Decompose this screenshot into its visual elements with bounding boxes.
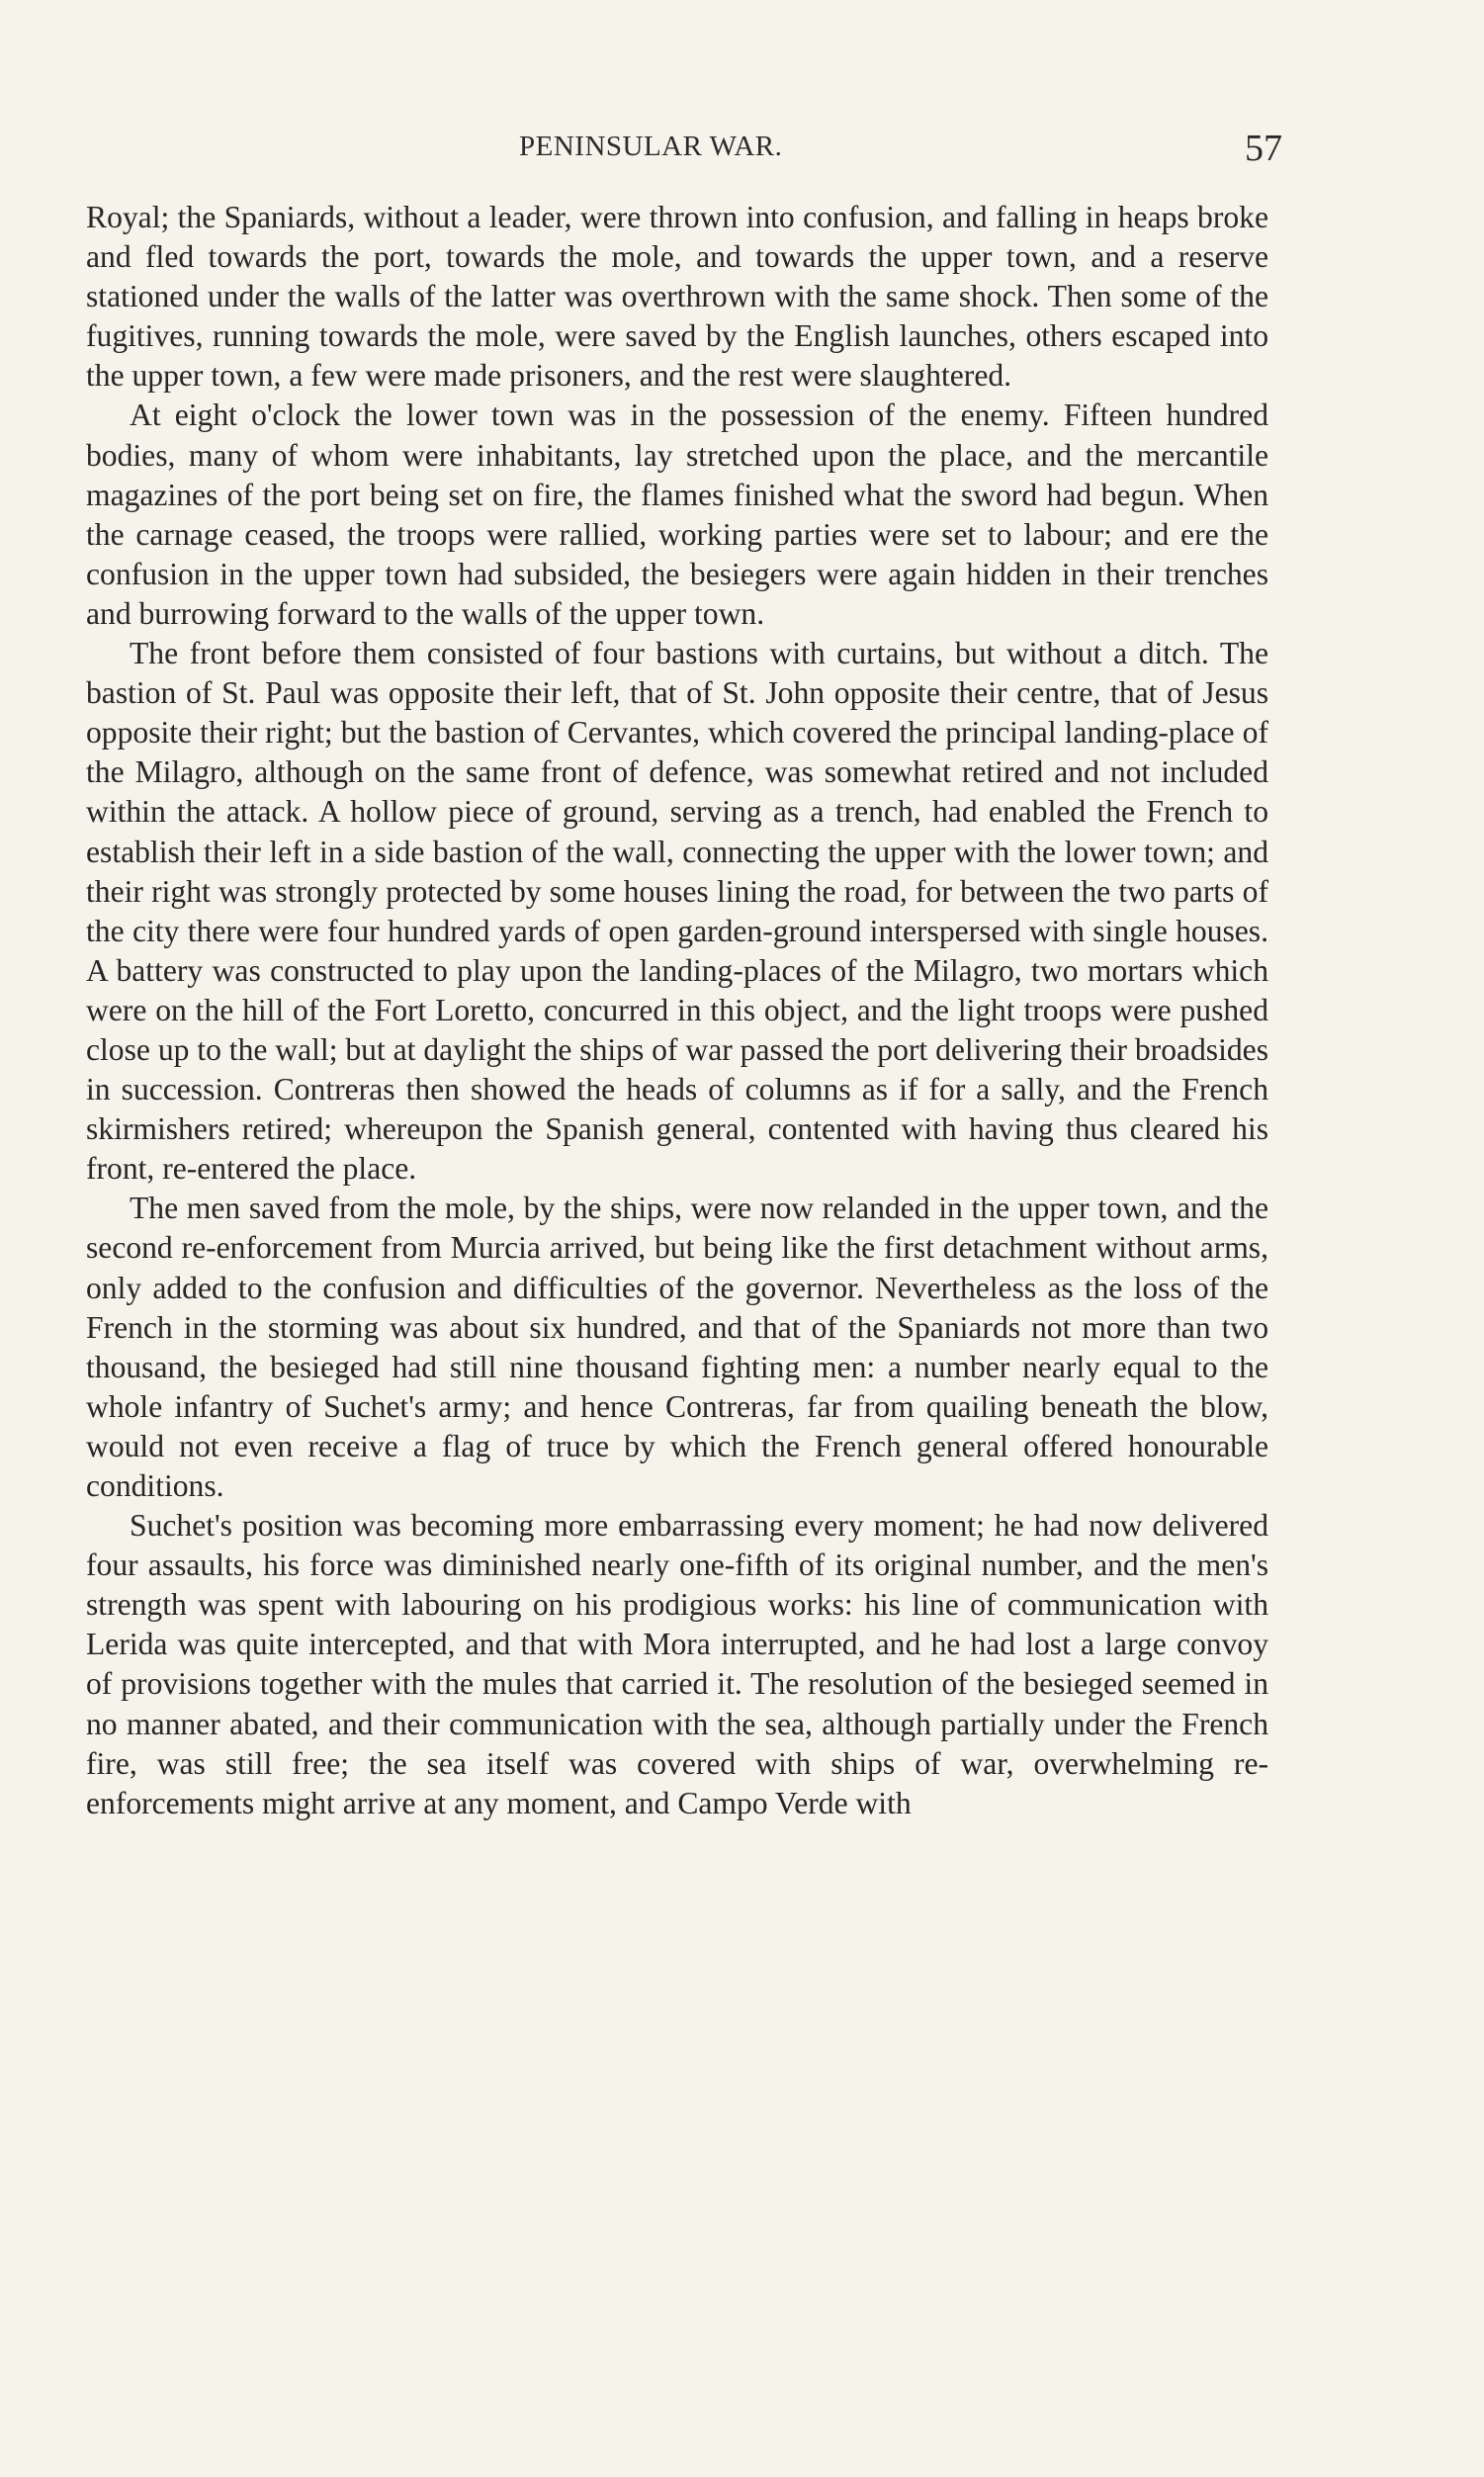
paragraph: Suchet's position was becoming more embarrassing every moment; he had now delivered four assaults, his force was diminished nearly one-fifth of its original number, and the men's strength was spent with labouring on his prodigious works: his line of communication with Lerida was quite intercepted, and that with Mora interrupted, and he had lost a large convoy of provisions together with the mules that carried it. The resolution of the besieged seemed in no manner abated, and their communication with the sea, although partially under the French fire, was still free; the sea itself was covered with ships of war, overwhelming re-enforcements might arrive at any moment, and Campo Verde with [86,1508,1268,1820]
paragraph: The men saved from the mole, by the ships, were now relanded in the upper town, and the second re-enforcement from Murcia arrived, but being like the first detachment without arms, only added to the confusion and difficulties of the governor. Nevertheless as the loss of the French in the storming was about six hundred, and that of the Spaniards not more than two thousand, the besieged had still nine thousand fighting men: a number nearly equal to the whole infantry of Suchet's army; and hence Contreras, far from quailing beneath the blow, would not even receive a flag of truce by which the French general offered honourable conditions. [86,1191,1268,1503]
page-number: 57 [1245,128,1282,169]
running-title: PENINSULAR WAR. [519,131,783,162]
paragraph: At eight o'clock the lower town was in the possession of the enemy. Fifteen hundred bodies, many of whom were inhabitants, lay stretched upon the place, and the mercantile magazines of the port being set on fire, the flames finished what the sword had begun. When the carnage ceased, the troops were rallied, working parties were set to labour; and ere the confusion in the upper town had subsided, the besiegers were again hidden in their trenches and burrowing forward to the walls of the upper town. [86,398,1268,631]
body-text [86,198,1268,1823]
paragraph: Royal; the Spaniards, without a leader, were thrown into confusion, and falling in heaps broke and fled towards the port, towards the mole, and towards the upper town, and a reserve stationed under the walls of the latter was overthrown with the same shock. Then some of the fugitives, running towards the mole, were saved by the English launches, others escaped into the upper town, a few were made prisoners, and the rest were slaughtered. [86,200,1268,394]
page-header [89,127,1282,176]
paragraph: The front before them consisted of four bastions with curtains, but without a ditch. The bastion of St. Paul was opposite their left, that of St. John opposite their centre, that of Jesus opposite their right; but the bastion of Cervantes, which covered the principal landing-place of the Milagro, although on the same front of defence, was somewhat retired and not included within the attack. A hollow piece of ground, serving as a trench, had enabled the French to establish their left in a side bastion of the wall, connecting the upper with the lower town; and their right was strongly protected by some houses lining the road, for between the two parts of the city there were four hundred yards of open garden-ground interspersed with single houses. A battery was constructed to play upon the landing-places of the Milagro, two mortars which were on the hill of the Fort Loretto, concurred in this object, and the light troops were pushed close up to the wall; but at daylight the ships of war passed the port delivering their broadsides in succession. Contreras then showed the heads of columns as if for a sally, and the French skirmishers retired; whereupon the Spanish general, contented with having thus cleared his front, re-entered the place. [86,636,1268,1187]
